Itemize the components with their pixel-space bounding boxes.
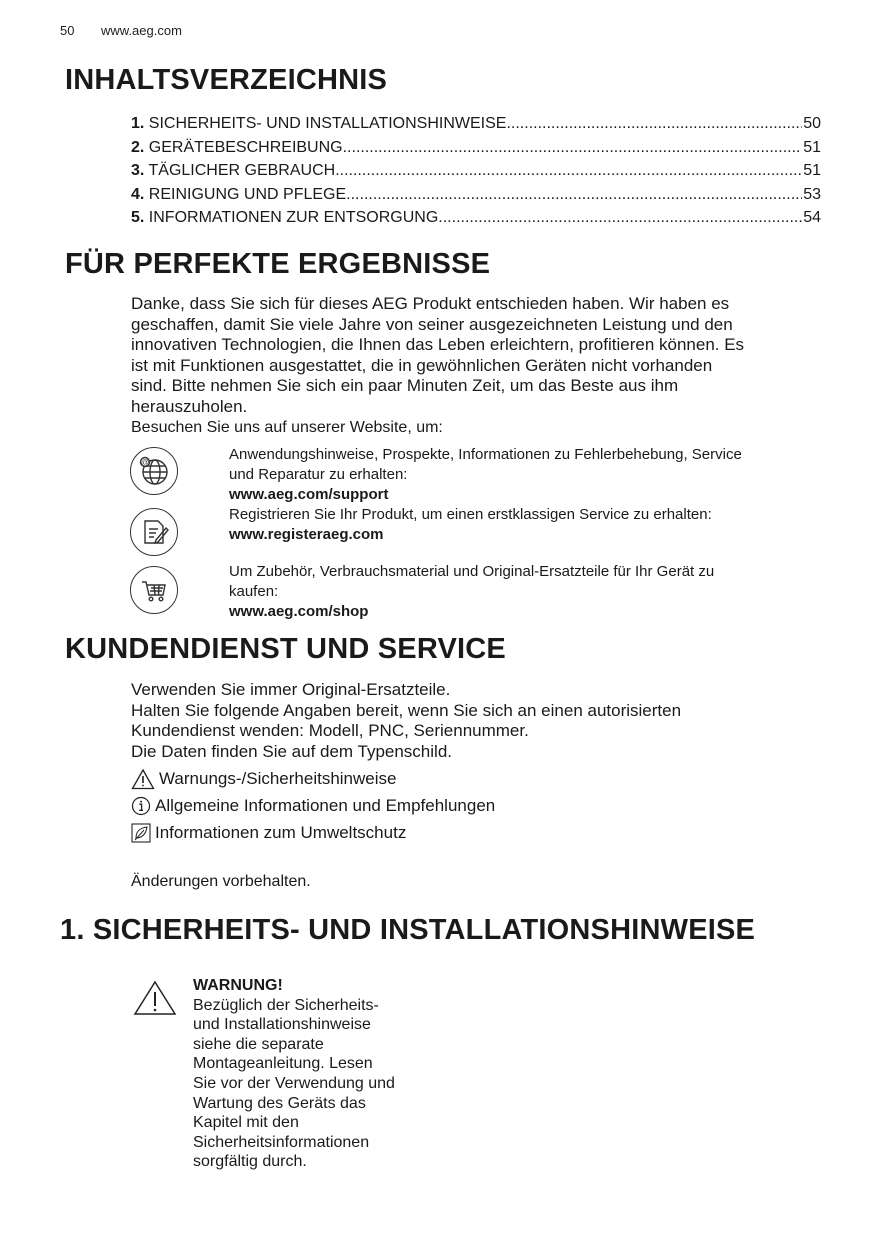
globe-at-icon [130, 447, 178, 495]
intro-line: herauszuholen. [131, 396, 248, 416]
warning-triangle-icon [131, 768, 155, 790]
page-number: 50 [60, 23, 75, 38]
toc-item-page: 53 [803, 185, 821, 203]
intro-line: innovativen Technologien, die Ihnen das Leben erleichtern, profitieren können. Es [131, 335, 745, 355]
shop-link[interactable]: www.aeg.com/shop [229, 603, 369, 620]
support-text: und Reparatur zu erhalten: [229, 466, 408, 483]
info-icon [131, 796, 151, 816]
shopping-cart-icon [130, 566, 178, 614]
register-form-icon [130, 508, 178, 556]
warning-line: sorgfältig durch. [193, 1153, 307, 1171]
warning-box [193, 976, 453, 1172]
toc-item-page: 51 [803, 162, 821, 179]
legend-label: Allgemeine Informationen und Empfehlungen [155, 795, 496, 815]
warning-line: Montageanleitung. Lesen [193, 1055, 373, 1073]
shop-text: kaufen: [229, 583, 279, 600]
support-block [229, 445, 829, 505]
service-line: Verwenden Sie immer Original-Ersatzteile. [131, 680, 451, 699]
toc-title: INHALTSVERZEICHNIS [65, 64, 388, 96]
leaf-icon [131, 823, 151, 843]
toc-item-number: 4. [131, 185, 145, 203]
service-line: Die Daten finden Sie auf dem Typenschild. [131, 741, 452, 761]
toc-item-label: TÄGLICHER GEBRAUCH [148, 162, 336, 179]
legend-label: Warnungs-/Sicherheitshinweise [159, 768, 397, 788]
support-link[interactable]: www.aeg.com/support [229, 486, 389, 503]
intro-line: ist mit Funktionen ausgestattet, die in gewöhnlichen Geräten nicht vorhanden [131, 355, 713, 375]
toc-item-number: 1. [131, 115, 145, 132]
legend-environment [131, 819, 831, 846]
header-website: www.aeg.com [101, 23, 182, 38]
toc-item-page: 54 [803, 209, 821, 226]
toc-item-3[interactable] [131, 159, 821, 183]
intro-paragraph [131, 294, 831, 438]
svg-text:@: @ [140, 458, 150, 467]
warning-line: Bezüglich der Sicherheits- [193, 996, 379, 1014]
warning-heading: WARNUNG! [193, 977, 283, 994]
warning-line: Wartung des Geräts das [193, 1094, 366, 1112]
toc-item-label: INFORMATIONEN ZUR ENTSORGUNG [148, 209, 439, 226]
toc-item-label: SICHERHEITS- UND INSTALLATIONSHINWEISE [148, 115, 507, 132]
toc-item-number: 5. [131, 209, 145, 226]
toc-item-page: 51 [803, 138, 821, 156]
toc-item-page: 50 [803, 115, 821, 132]
register-block [229, 505, 829, 545]
warning-triangle-icon [133, 980, 177, 1016]
perfect-results-title: FÜR PERFEKTE ERGEBNISSE [65, 248, 491, 280]
warning-line: Sicherheitsinformationen [193, 1133, 370, 1151]
service-title: KUNDENDIENST UND SERVICE [65, 633, 506, 665]
shop-text: Um Zubehör, Verbrauchsmaterial und Original-Ersatzteile für Ihr Gerät zu [229, 563, 715, 580]
toc-item-2[interactable] [131, 136, 821, 160]
warning-line: Sie vor der Verwendung und [193, 1074, 395, 1092]
intro-line: sind. Bitte nehmen Sie sich ein paar Minuten Zeit, um das Beste aus ihm [131, 376, 679, 396]
service-line: Halten Sie folgende Angaben bereit, wenn Sie sich an einen autorisierten [131, 700, 682, 720]
service-paragraph [131, 680, 831, 762]
safety-title: 1. SICHERHEITS- UND INSTALLATIONSHINWEISE [60, 914, 756, 946]
legend-info [131, 792, 831, 819]
changes-reserved-note: Änderungen vorbehalten. [131, 873, 311, 890]
toc-item-5[interactable] [131, 206, 821, 230]
toc-item-label: REINIGUNG UND PFLEGE [148, 185, 347, 203]
warning-line: siehe die separate [193, 1035, 324, 1053]
toc-item-number: 3. [131, 162, 145, 179]
toc-item-label: GERÄTEBESCHREIBUNG [148, 138, 343, 156]
symbol-legend [131, 765, 831, 846]
service-line: Kundendienst wenden: Modell, PNC, Seriennummer. [131, 721, 529, 741]
register-link[interactable]: www.registeraeg.com [229, 526, 384, 543]
toc-item-1[interactable] [131, 112, 821, 136]
intro-line: Danke, dass Sie sich für dieses AEG Produkt entschieden haben. Wir haben es [131, 294, 730, 313]
intro-line: geschaffen, damit Sie viele Jahre von seiner ausgezeichneten Leistung und den [131, 314, 733, 334]
support-text: Anwendungshinweise, Prospekte, Informationen zu Fehlerbehebung, Service [229, 446, 742, 463]
shop-block [229, 562, 829, 622]
warning-line: und Installationshinweise [193, 1016, 371, 1034]
toc-item-4[interactable] [131, 183, 821, 207]
register-text: Registrieren Sie Ihr Produkt, um einen erstklassigen Service zu erhalten: [229, 506, 712, 523]
visit-website-line: Besuchen Sie uns auf unserer Website, um: [131, 418, 443, 436]
legend-label: Informationen zum Umweltschutz [155, 822, 407, 842]
toc-item-number: 2. [131, 138, 145, 156]
warning-line: Kapitel mit den [193, 1114, 299, 1132]
table-of-contents [131, 112, 821, 230]
legend-warning [131, 765, 831, 792]
